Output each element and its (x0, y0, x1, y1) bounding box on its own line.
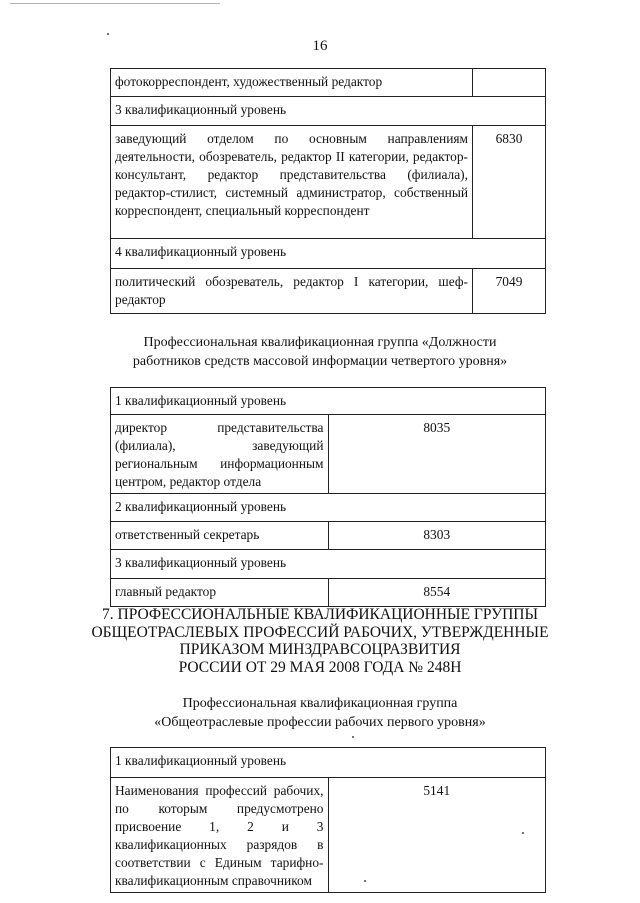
section-heading-line: 7. ПРОФЕССИОНАЛЬНЫЕ КВАЛИФИКАЦИОННЫЕ ГРУППЫ (102, 606, 538, 623)
position-cell: ответственный секретарь (111, 522, 329, 550)
scan-speck (364, 880, 366, 882)
group-title-workers-first-level (0, 694, 640, 732)
table-row (111, 522, 546, 550)
scan-speck (352, 736, 354, 738)
section-heading-line: ОБЩЕОТРАСЛЕВЫХ ПРОФЕССИЙ РАБОЧИХ, УТВЕРЖДЕННЫЕ (91, 623, 549, 641)
level-label: 1 квалификационный уровень (111, 748, 546, 778)
level-row (111, 388, 546, 415)
salary-cell (473, 69, 546, 97)
level-row (111, 748, 546, 778)
group-title-line: работников средств массовой информации четвертого уровня» (132, 354, 508, 369)
level-label: 3 квалификационный уровень (111, 97, 546, 126)
level-label: 1 квалификационный уровень (111, 388, 546, 415)
table-row (111, 579, 546, 607)
salary-cell: 8554 (328, 579, 546, 607)
group-title-media-fourth-level (0, 333, 640, 371)
group-title-line: Профессиональная квалификационная группа (182, 696, 458, 711)
position-cell: фотокорреспондент, художественный редактор (111, 69, 473, 97)
position-cell: заведующий отделом по основным направлениям деятельности, обозреватель, редактор II категории, редактор-консультант, редактор представительства (филиала), редактор-стилист, системный администратор, собственный корреспондент, специальный корреспондент (111, 126, 473, 239)
table-row (111, 69, 546, 97)
section-heading-7 (0, 606, 640, 676)
table-row (111, 126, 546, 239)
section-heading-line: ПРИКАЗОМ МИНЗДРАВСОЦРАЗВИТИЯ (179, 641, 461, 658)
salary-cell: 6830 (473, 126, 546, 239)
top-scan-rule (10, 3, 220, 4)
section-heading-line: РОССИИ ОТ 29 МАЯ 2008 ГОДА № 248Н (178, 658, 462, 676)
level-label: 3 квалификационный уровень (111, 550, 546, 579)
salary-cell: 7049 (473, 269, 546, 314)
level-row (111, 494, 546, 522)
salary-cell: 8303 (328, 522, 546, 550)
salary-cell: 8035 (328, 415, 546, 494)
salary-cell: 5141 (328, 778, 546, 893)
group-title-line: Профессиональная квалификационная группа «Должности (143, 335, 497, 350)
level-row (111, 97, 546, 126)
page-number: 16 (312, 38, 328, 54)
level-row (111, 550, 546, 579)
level-row (111, 239, 546, 269)
salary-table-workers-first-level (110, 747, 546, 893)
table-row (111, 778, 546, 893)
salary-table-media-fourth-level (110, 387, 546, 607)
position-cell: директор представительства (филиала), заведующий региональным информационным центром, редактор отдела (111, 415, 329, 494)
table-row (111, 415, 546, 494)
group-title-line: «Общеотраслевые профессии рабочих первого уровня» (154, 715, 486, 730)
scan-speck (522, 832, 524, 834)
table-row (111, 269, 546, 314)
scan-speck (107, 33, 109, 35)
salary-table-media-third-level (110, 68, 546, 314)
level-label: 2 квалификационный уровень (111, 494, 546, 522)
position-cell: политический обозреватель, редактор I категории, шеф-редактор (111, 269, 473, 314)
position-cell: Наименования профессий рабочих, по которым предусмотрено присвоение 1, 2 и 3 квалификационных разрядов в соответствии с Единым тарифно-квалификационным справочником (111, 778, 329, 893)
position-cell: главный редактор (111, 579, 329, 607)
level-label: 4 квалификационный уровень (111, 239, 546, 269)
